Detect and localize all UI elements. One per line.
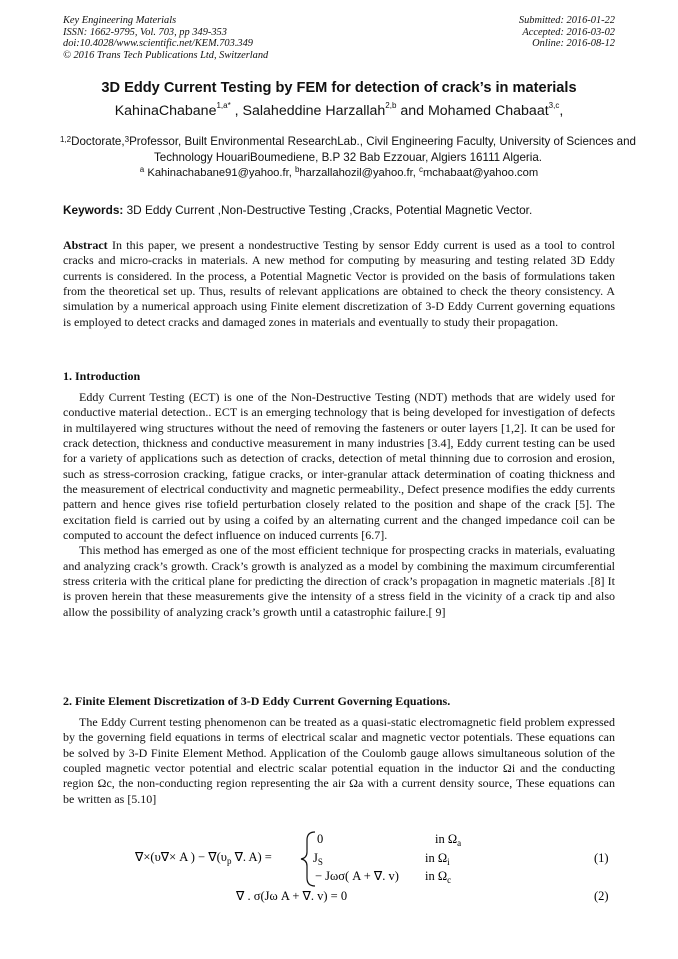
email-sup-b: b bbox=[294, 165, 300, 174]
author-2: , Salaheddine Harzallah bbox=[230, 103, 386, 119]
equation-2 bbox=[63, 885, 615, 907]
author-3: and Mohamed Chabaat bbox=[396, 103, 549, 119]
eq1-number: (1) bbox=[594, 851, 609, 865]
journal-name: Key Engineering Materials bbox=[63, 15, 177, 26]
author-1-sup: 1,a* bbox=[216, 101, 231, 110]
keywords-text: 3D Eddy Current ,Non-Destructive Testing ,Cracks, Potential Magnetic Vector. bbox=[123, 203, 533, 217]
keywords-label: Keywords: bbox=[63, 203, 124, 217]
equation-1 bbox=[63, 828, 615, 888]
section-1-paragraph-2: This method has emerged as one of the most efficient technique for prospecting cracks in materials, evaluating and analyzing crack’s growth. Crack’s growth is analyzed as a model by combining the maximum circumferential stress criteria with the critical plane for predicting the direction of crack’s propagation in magnetic materials .[8] It is proven herein that these measurements give the intensity of a stress field in the vicinity of a crack tip and also allow the possibility of analyzing crack’s growth until a catastrophic failure.[ 9] bbox=[63, 543, 615, 619]
section-2-body bbox=[63, 715, 615, 807]
eq1-case-3-value: − Jωσ( A + ∇. v) bbox=[315, 869, 399, 883]
author-list bbox=[0, 103, 678, 119]
abstract-text: In this paper, we present a nondestructive Testing by sensor Eddy current is used as a tool to control cracks and micro-cracks in materials. A new method for computing by measuring and testing related 3D Eddy currents is considered. In the process, a Potential Magnetic Vector is provided on the basis of formulations taken from the theoretical set up. Thus, results of relevant applications are obtained to check the theory consistency. A simulation by a numerical approach using Finite element discretization of 3-D Eddy Current governing equations is employed to detect cracks and damaged zones in materials and eventually to study their propagation. bbox=[63, 238, 615, 329]
aff-sup-1: 1,2 bbox=[59, 135, 72, 144]
section-1-body bbox=[63, 390, 615, 620]
eq1-lhs: ∇×(υ∇× A ) − $\nabla(\upsilon_p$ ∇. A) = bbox=[135, 850, 272, 866]
eq1-case-2-domain: in $\Omega_i$ bbox=[425, 851, 450, 867]
copyright-line: © 2016 Trans Tech Publications Ltd, Switzerland bbox=[63, 49, 269, 61]
aff-part-2: Professor, Built Environmental ResearchLab., Civil Engineering Faculty, University of Sciences and Technology HouariBoumediene, B.P 32 Bab Ezzouar, Algiers 16111 Algeria. bbox=[129, 135, 636, 164]
aff-part-1: Doctorate, bbox=[71, 135, 125, 148]
author-2-sup: 2,b bbox=[385, 101, 397, 110]
section-2-paragraph-1: The Eddy Current testing phenomenon can be treated as a quasi-static electromagnetic field problem expressed by the governing field equations in terms of electrical scalar and magnetic vector potentials. These equations can be solved by 3-D Finite Element Method. Application of the Coulomb gauge allows simultaneous solution of the coupled magnetic vector potential and electric scalar potential equation in the inductor Ωi and the conducting region Ωc, the non-conducting region representing the air Ωa with a current density source, These equations can be written as [5.10] bbox=[63, 715, 615, 806]
eq1-case-1-domain: in $\Omega_a$ bbox=[435, 832, 462, 848]
issn-line: ISSN: 1662-9795, Vol. 703, pp 349-353 bbox=[63, 26, 227, 38]
eq1-case-2-value: $J_S$ bbox=[313, 851, 323, 867]
section-1-paragraph-1: Eddy Current Testing (ECT) is one of the Non-Destructive Testing (NDT) methods that are widely used for conductive material detection.. ECT is an emerging technology that is being developed for investigation of defects in multilayered wing structures without the need of removing the fasteners or outer layers [1,2]. It can be used for crack detection, thickness and conductive measurement in many industries [3.4], Eddy current testing can be used for a variety of applications such as detection of cracks, detection of metal thinning due to corrosion and erosion, such as stress-corrosion cracking, fatigue cracks, or inter-granular attack determination of coating thickness and the measurement of electrical conductivity and magnetic permeability., Defect presence modifies the eddy currents pattern and hence gives rise tofield perturbation closely related to the position and shape of the crack [5]. The excitation field is carried out by using a coifed by an alternating current and the changed impedance coil can be computed to account the defect influence on induced currents [6.7]. bbox=[63, 390, 615, 543]
eq2-text: ∇ . σ(Jω A + ∇. v) = 0 bbox=[236, 889, 348, 903]
email-sup-c: c bbox=[418, 165, 423, 174]
abstract-label: Abstract bbox=[63, 238, 108, 252]
affiliation bbox=[58, 134, 638, 165]
submitted-date: Submitted: 2016-01-22 bbox=[518, 15, 615, 26]
section-1-heading: 1. Introduction bbox=[63, 369, 141, 383]
author-1: KahinaChabane bbox=[114, 103, 217, 119]
section-2-heading: 2. Finite Element Discretization of 3-D Eddy Current Governing Equations. bbox=[63, 694, 451, 708]
author-tail: , bbox=[559, 103, 564, 119]
author-emails bbox=[0, 167, 678, 179]
eq1-case-3-domain: in $\Omega_c$ bbox=[425, 869, 452, 885]
email-sup-a: a bbox=[139, 165, 145, 174]
dates-info bbox=[519, 15, 615, 50]
eq2-number: (2) bbox=[594, 889, 609, 903]
eq1-case-1-value: 0 bbox=[317, 832, 324, 846]
doi-line: doi:10.4028/www.scientific.net/KEM.703.349 bbox=[63, 38, 253, 50]
paper-title: 3D Eddy Current Testing by FEM for detection of crack’s in materials bbox=[101, 80, 577, 96]
author-3-sup: 3,c bbox=[548, 101, 560, 110]
email-a[interactable]: Kahinachabane91@yahoo.fr, bbox=[144, 167, 295, 179]
journal-info bbox=[63, 15, 268, 61]
email-c[interactable]: mchabaat@yahoo.com bbox=[422, 167, 539, 179]
aff-sup-2: 3 bbox=[124, 135, 130, 144]
accepted-date: Accepted: 2016-03-02 bbox=[522, 26, 615, 38]
keywords bbox=[63, 203, 623, 217]
online-date: Online: 2016-08-12 bbox=[532, 38, 615, 50]
abstract bbox=[63, 238, 615, 330]
email-b[interactable]: harzallahozil@yahoo.fr, bbox=[299, 167, 419, 179]
